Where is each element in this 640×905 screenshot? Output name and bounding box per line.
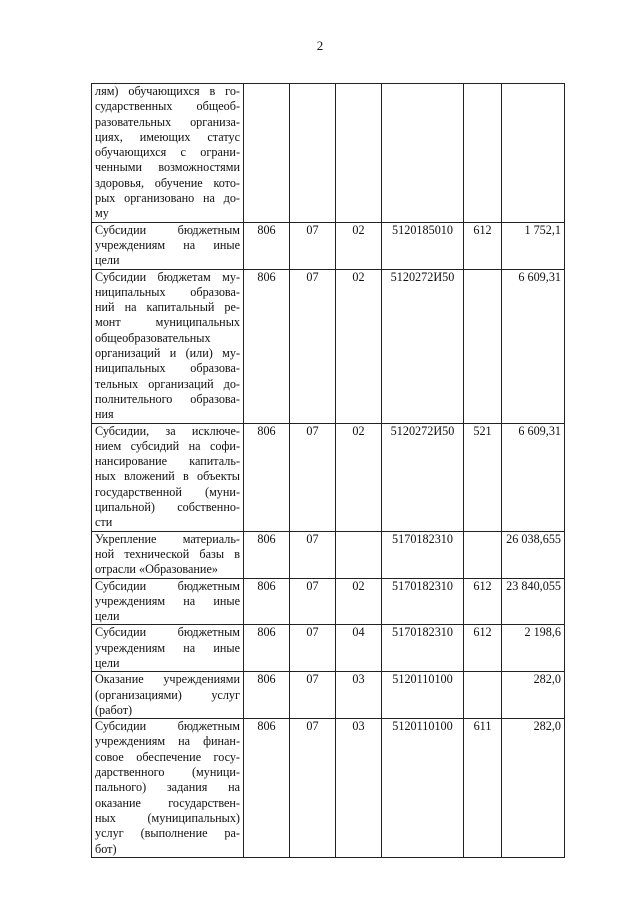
amount-cell: 26 038,655 xyxy=(502,531,565,578)
item-name-line: совое обеспечение госу- xyxy=(95,749,240,764)
item-name-line: ния xyxy=(95,407,114,422)
item-name-cell xyxy=(92,578,244,625)
item-name-line: ных (муниципальных) xyxy=(95,810,240,825)
item-name-line: ниципальных образова- xyxy=(95,284,240,299)
target-article-cell: 5170182310 xyxy=(382,625,464,672)
item-name-line: му xyxy=(95,206,109,221)
item-name-line: Субсидии бюджетным xyxy=(95,625,240,640)
amount-cell: 6 609,31 xyxy=(502,269,565,423)
section-code-cell: 07 xyxy=(290,531,336,578)
section-code-cell: 07 xyxy=(290,578,336,625)
ministry-code-cell: 806 xyxy=(244,719,290,858)
item-name-line: общеобразовательных xyxy=(95,330,211,345)
subsection-code-cell: 02 xyxy=(336,578,382,625)
expense-type-cell xyxy=(464,84,502,223)
budget-table xyxy=(91,83,565,858)
item-name-line: монт муниципальных xyxy=(95,315,240,330)
target-article-cell xyxy=(382,84,464,223)
ministry-code-cell: 806 xyxy=(244,423,290,531)
expense-type-cell xyxy=(464,531,502,578)
item-name-line: цели xyxy=(95,253,120,268)
subsection-code-cell xyxy=(336,84,382,223)
subsection-code-cell: 03 xyxy=(336,672,382,719)
item-name-line: лям) обучающихся в го- xyxy=(95,84,240,98)
amount-cell: 1 752,1 xyxy=(502,222,565,269)
item-name-line: государственной (муни- xyxy=(95,484,240,499)
item-name-line: учреждениям на иные xyxy=(95,237,240,252)
item-name-line: рых организовано на до- xyxy=(95,191,240,206)
ministry-code-cell: 806 xyxy=(244,531,290,578)
ministry-code-cell: 806 xyxy=(244,578,290,625)
item-name-line: учреждениям на иные xyxy=(95,593,240,608)
budget-table-body xyxy=(92,84,565,858)
ministry-code-cell: 806 xyxy=(244,269,290,423)
subsection-code-cell: 02 xyxy=(336,269,382,423)
item-name-line: учреждениям на иные xyxy=(95,640,240,655)
table-row xyxy=(92,423,565,531)
item-name-line: ных вложений в объекты xyxy=(95,469,240,484)
target-article-cell: 5120110100 xyxy=(382,672,464,719)
item-name-line: тельных организаций до- xyxy=(95,376,240,391)
expense-type-cell: 521 xyxy=(464,423,502,531)
item-name-line: учреждениям на финан- xyxy=(95,734,240,749)
item-name-cell xyxy=(92,84,244,223)
item-name-line: нансирование капиталь- xyxy=(95,454,240,469)
table-row xyxy=(92,672,565,719)
item-name-line: отрасли «Образование» xyxy=(95,562,218,577)
expense-type-cell: 612 xyxy=(464,625,502,672)
item-name-line: ченными возможностями xyxy=(95,160,240,175)
section-code-cell: 07 xyxy=(290,625,336,672)
item-name-line: Субсидии бюджетным xyxy=(95,719,240,734)
item-name-line: цели xyxy=(95,655,120,670)
target-article-cell: 5170182310 xyxy=(382,578,464,625)
item-name-cell xyxy=(92,423,244,531)
ministry-code-cell: 806 xyxy=(244,222,290,269)
section-code-cell xyxy=(290,84,336,223)
amount-cell: 23 840,055 xyxy=(502,578,565,625)
amount-cell: 282,0 xyxy=(502,672,565,719)
section-code-cell: 07 xyxy=(290,672,336,719)
expense-type-cell: 612 xyxy=(464,222,502,269)
item-name-line: нием субсидий на софи- xyxy=(95,438,240,453)
item-name-line: сти xyxy=(95,515,113,530)
item-name-line: ципальной) собственно- xyxy=(95,500,240,515)
item-name-cell xyxy=(92,531,244,578)
item-name-cell xyxy=(92,719,244,858)
item-name-line: Субсидии, за исключе- xyxy=(95,423,240,438)
item-name-cell xyxy=(92,625,244,672)
table-row xyxy=(92,578,565,625)
item-name-line: Субсидии бюджетным xyxy=(95,222,240,237)
item-name-line: (организациями) услуг xyxy=(95,687,240,702)
table-row xyxy=(92,222,565,269)
section-code-cell: 07 xyxy=(290,719,336,858)
subsection-code-cell: 03 xyxy=(336,719,382,858)
item-name-cell xyxy=(92,672,244,719)
item-name-line: ниципальных образова- xyxy=(95,361,240,376)
page-number: 2 xyxy=(316,38,324,53)
table-row xyxy=(92,719,565,858)
item-name-line: Оказание учреждениями xyxy=(95,672,240,687)
table-row xyxy=(92,625,565,672)
item-name-line: разовательных организа- xyxy=(95,114,240,129)
item-name-line: Укрепление материаль- xyxy=(95,531,240,546)
section-code-cell: 07 xyxy=(290,269,336,423)
target-article-cell: 5120272И50 xyxy=(382,269,464,423)
ministry-code-cell: 806 xyxy=(244,625,290,672)
subsection-code-cell: 02 xyxy=(336,222,382,269)
item-name-cell xyxy=(92,222,244,269)
amount-cell: 6 609,31 xyxy=(502,423,565,531)
ministry-code-cell: 806 xyxy=(244,672,290,719)
amount-cell: 2 198,6 xyxy=(502,625,565,672)
target-article-cell: 5170182310 xyxy=(382,531,464,578)
item-name-line: (работ) xyxy=(95,702,133,717)
amount-cell xyxy=(502,84,565,223)
section-code-cell: 07 xyxy=(290,423,336,531)
section-code-cell: 07 xyxy=(290,222,336,269)
target-article-cell: 5120185010 xyxy=(382,222,464,269)
item-name-line: ной технической базы в xyxy=(95,546,240,561)
item-name-line: бот) xyxy=(95,841,117,856)
item-name-line: оказание государствен- xyxy=(95,795,240,810)
item-name-line: цели xyxy=(95,609,120,624)
subsection-code-cell: 04 xyxy=(336,625,382,672)
item-name-line: пального) задания на xyxy=(95,780,240,795)
expense-type-cell: 612 xyxy=(464,578,502,625)
amount-cell: 282,0 xyxy=(502,719,565,858)
item-name-line: здоровья, обучение кото- xyxy=(95,175,240,190)
item-name-line: ний на капитальный ре- xyxy=(95,300,240,315)
subsection-code-cell xyxy=(336,531,382,578)
item-name-line: организаций и (или) му- xyxy=(95,346,240,361)
table-row xyxy=(92,84,565,223)
expense-type-cell xyxy=(464,672,502,719)
item-name-line: дарственного (муници- xyxy=(95,765,240,780)
item-name-line: Субсидии бюджетам му- xyxy=(95,269,240,284)
item-name-line: полнительного образова- xyxy=(95,391,240,406)
item-name-line: услуг (выполнение ра- xyxy=(95,826,240,841)
table-row xyxy=(92,531,565,578)
target-article-cell: 5120110100 xyxy=(382,719,464,858)
item-name-line: циях, имеющих статус xyxy=(95,129,240,144)
item-name-line: Субсидии бюджетным xyxy=(95,578,240,593)
expense-type-cell xyxy=(464,269,502,423)
table-row xyxy=(92,269,565,423)
item-name-cell xyxy=(92,269,244,423)
item-name-line: сударственных общеоб- xyxy=(95,99,240,114)
subsection-code-cell: 02 xyxy=(336,423,382,531)
target-article-cell: 5120272И50 xyxy=(382,423,464,531)
item-name-line: обучающихся с ограни- xyxy=(95,145,240,160)
expense-type-cell: 611 xyxy=(464,719,502,858)
ministry-code-cell xyxy=(244,84,290,223)
